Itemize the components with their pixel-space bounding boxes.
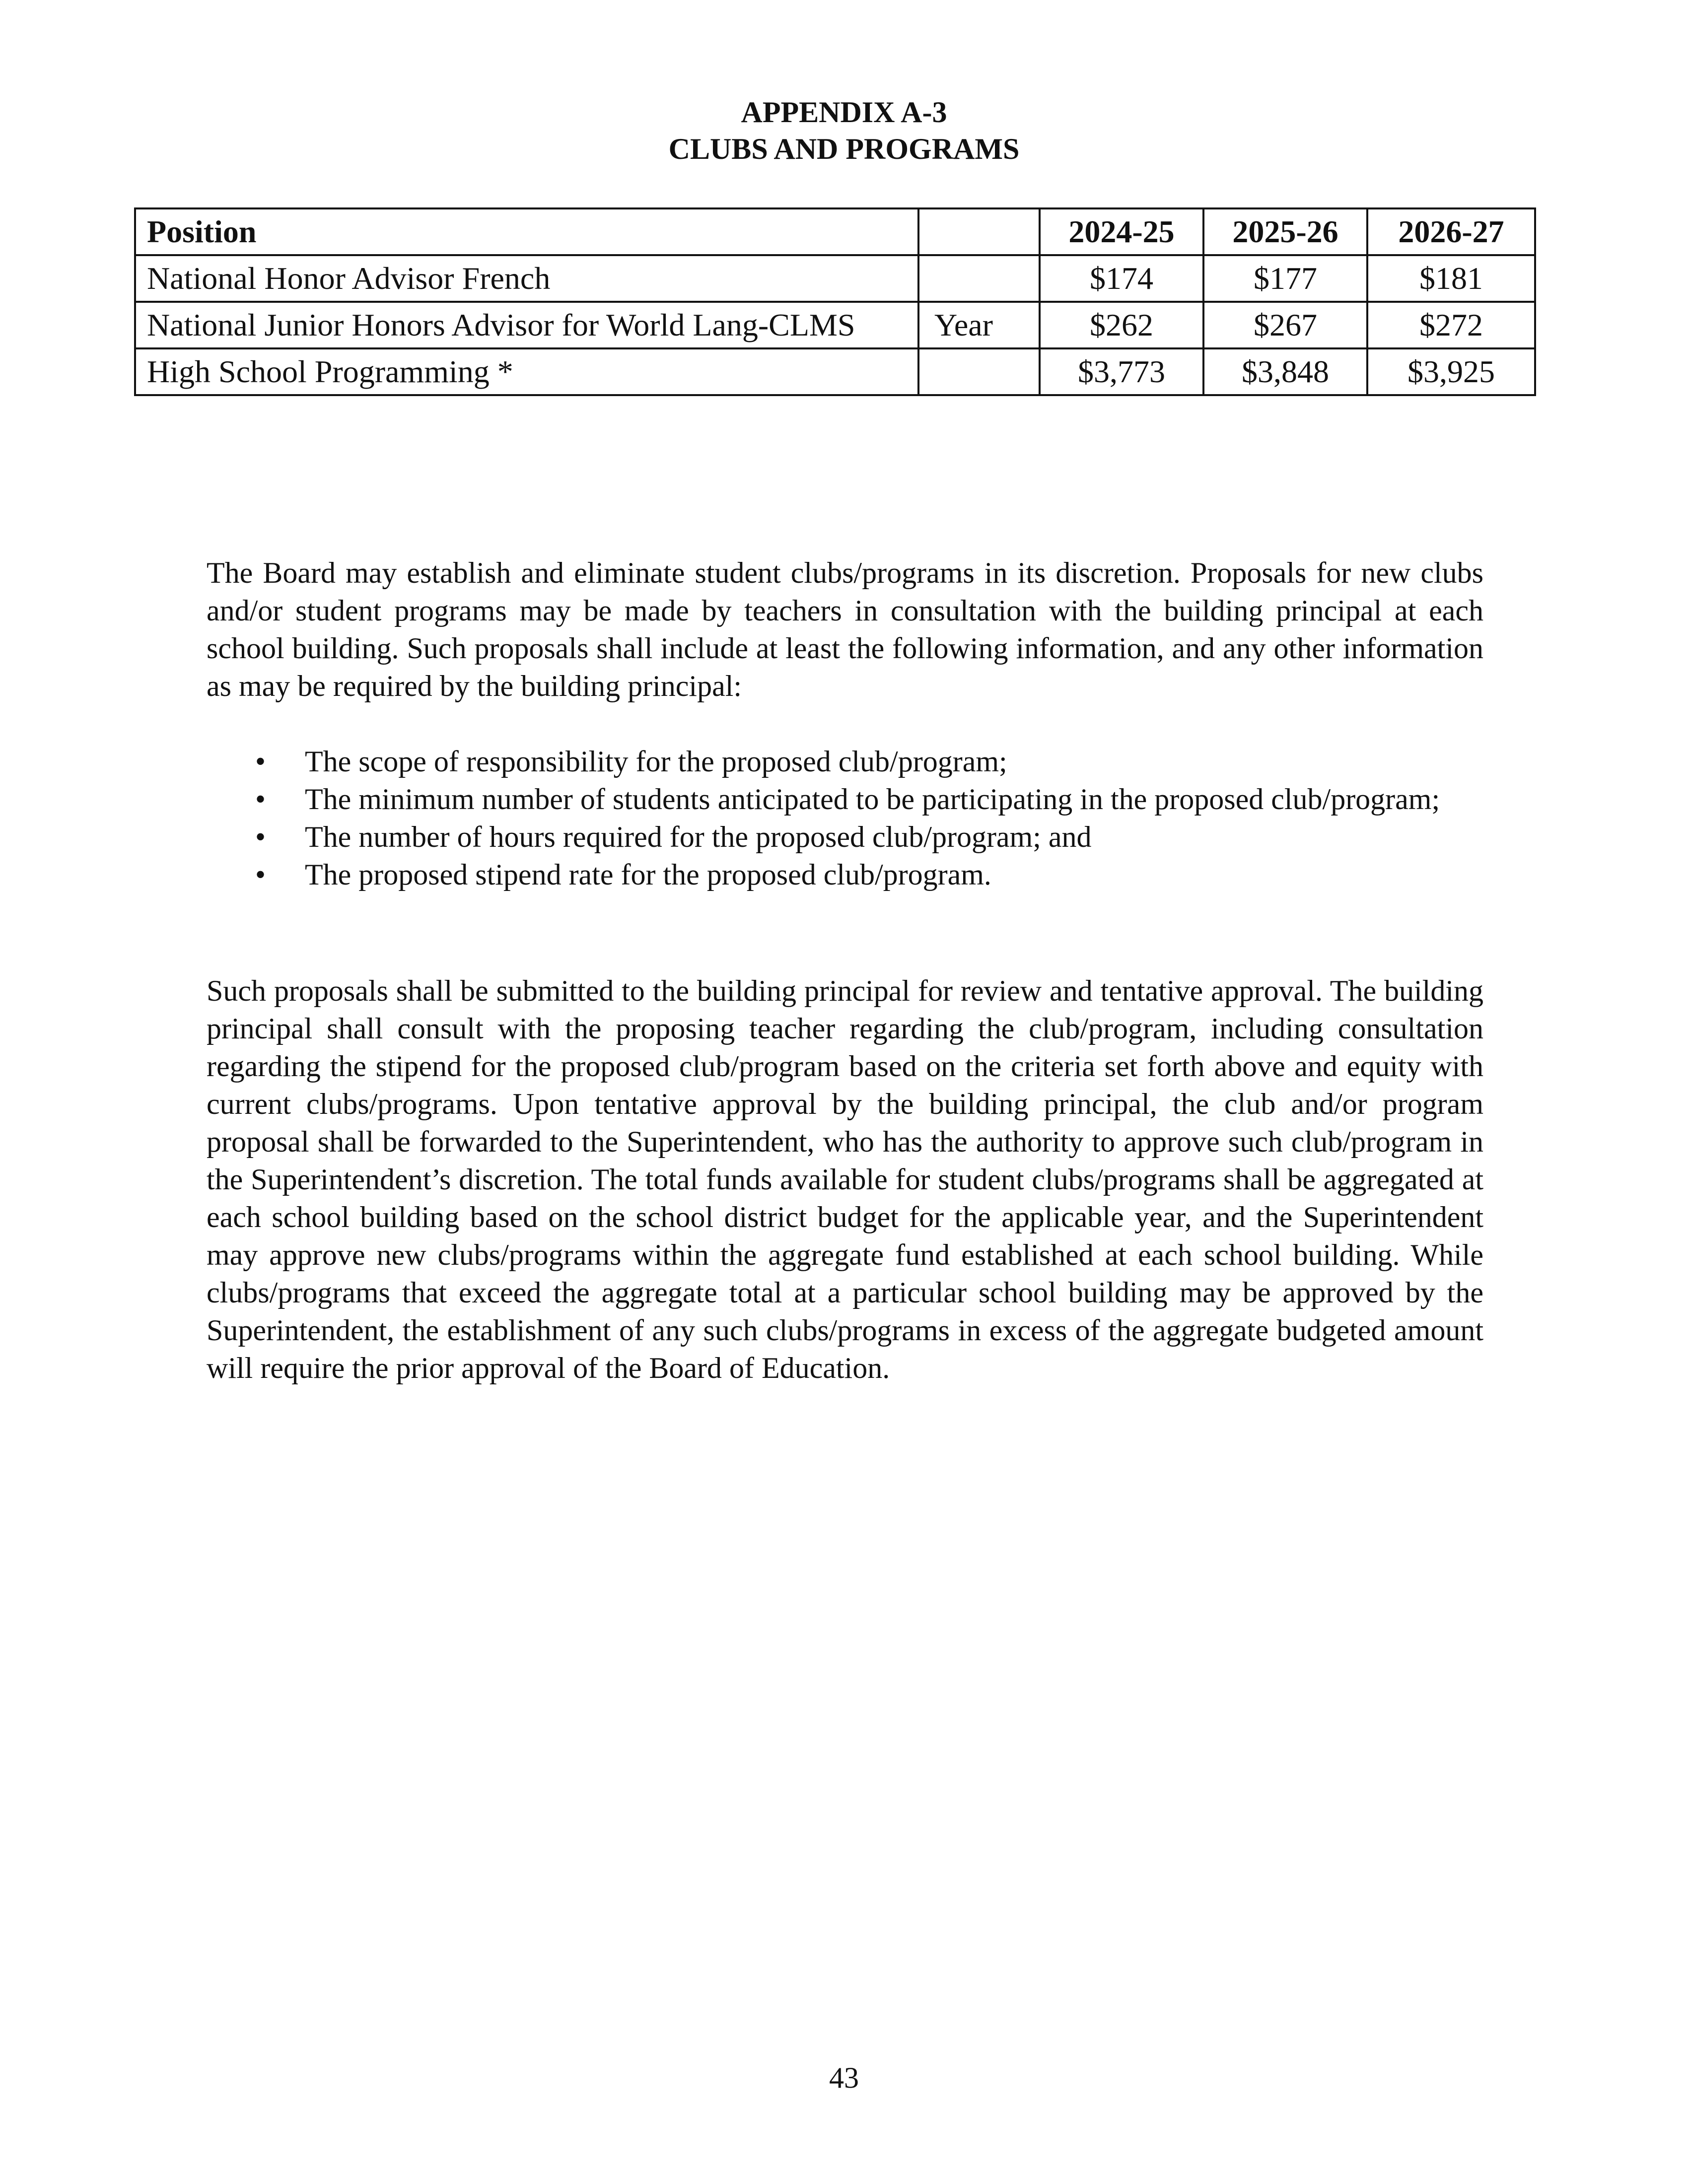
position-cell: National Junior Honors Advisor for World Lang-CLMS [135,302,918,348]
position-cell: High School Programming * [135,348,918,395]
list-item [207,780,1483,818]
bullet-icon: • [255,745,266,778]
table-header-row [135,208,1535,255]
list-item-text: The proposed stipend rate for the proposed club/program. [305,858,991,891]
stipend-table [134,207,1536,396]
appendix-subtitle: CLUBS AND PROGRAMS [668,133,1020,165]
column-header-position: Position [135,208,918,255]
position-cell: National Honor Advisor French [135,255,918,302]
stipend-2025-26-cell: $177 [1203,255,1367,302]
list-item-text: The minimum number of students anticipated to be participating in the proposed club/program; [305,783,1440,816]
list-item-text: The scope of responsibility for the proposed club/program; [305,745,1007,778]
stipend-2026-27-cell: $3,925 [1367,348,1535,395]
list-item-text: The number of hours required for the proposed club/program; and [305,820,1092,853]
stipend-2024-25-cell: $174 [1040,255,1203,302]
table-row [135,255,1535,302]
bullet-icon: • [255,858,266,891]
column-header-2024-25: 2024-25 [1040,208,1203,255]
proposal-requirements-list [207,743,1483,893]
list-item [207,856,1483,893]
list-item [207,743,1483,780]
table-row [135,302,1535,348]
approval-paragraph: Such proposals shall be submitted to the building principal for review and tentative approval. The building principal shall consult with the proposing teacher regarding the club/program, including consultation regarding the stipend for the proposed club/program based on the criteria set forth above and equity with current clubs/programs. Upon tentative approval by the building principal, the club and/or program proposal shall be forwarded to the Superintendent, who has the authority to approve such club/program in the Superintendent’s discretion. The total funds available for student clubs/programs shall be aggregated at each school building based on the school district budget for the applicable year, and the Superintendent may approve new clubs/programs within the aggregate fund established at each school building. While clubs/programs that exceed the aggregate total at a particular school building may be approved by the Superintendent, the establishment of any such clubs/programs in excess of the aggregate budgeted amount will require the prior approval of the Board of Education. [207,974,1483,1384]
stipend-2024-25-cell: $3,773 [1040,348,1203,395]
stipend-2026-27-cell: $181 [1367,255,1535,302]
unit-cell [918,255,1040,302]
stipend-2026-27-cell: $272 [1367,302,1535,348]
unit-cell: Year [918,302,1040,348]
bullet-icon: • [255,820,266,853]
column-header-2026-27: 2026-27 [1367,208,1535,255]
bullet-icon: • [255,783,266,816]
stipend-2024-25-cell: $262 [1040,302,1203,348]
column-header-2025-26: 2025-26 [1203,208,1367,255]
stipend-2025-26-cell: $267 [1203,302,1367,348]
stipend-2025-26-cell: $3,848 [1203,348,1367,395]
page-number: 43 [829,2061,859,2094]
unit-cell [918,348,1040,395]
intro-paragraph: The Board may establish and eliminate student clubs/programs in its discretion. Proposals for new clubs and/or student programs may be made by teachers in consultation with the building principal at each school building. Such proposals shall include at least the following information, and any other information as may be required by the building principal: [207,556,1483,702]
column-header-unit [918,208,1040,255]
list-item [207,818,1483,856]
appendix-title: APPENDIX A-3 [741,96,947,129]
table-row [135,348,1535,395]
